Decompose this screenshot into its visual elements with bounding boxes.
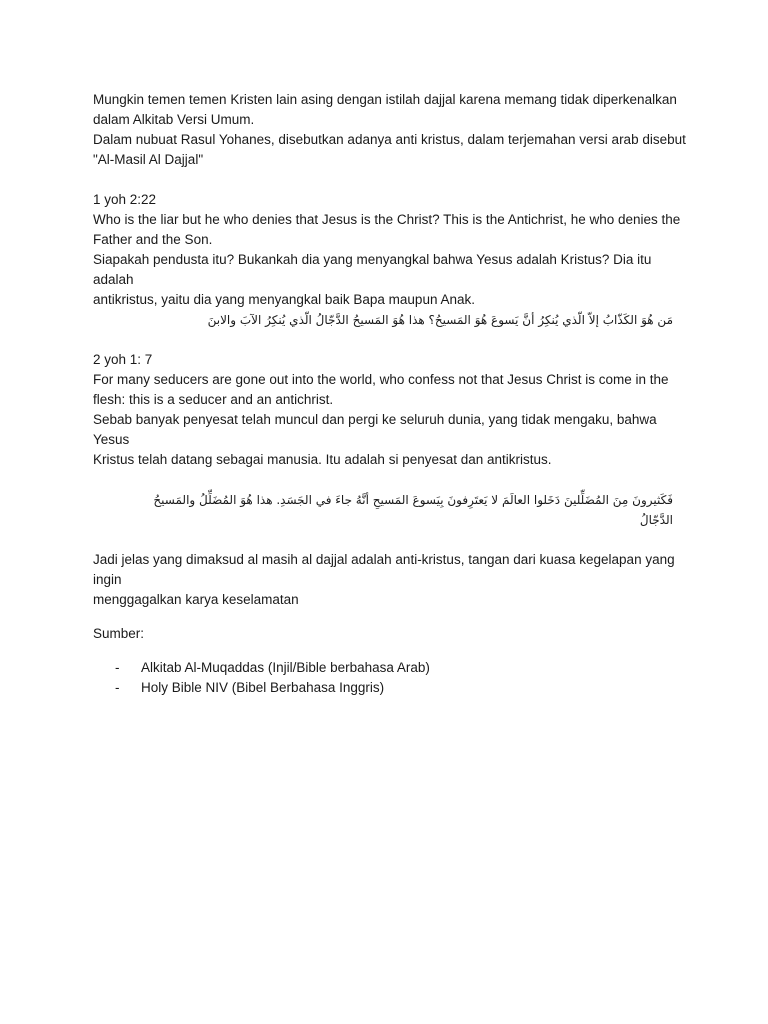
- sources-list: [93, 658, 693, 698]
- paragraph-gap: [93, 330, 693, 350]
- list-item: [93, 658, 693, 678]
- verse-indonesian: antikristus, yaitu dia yang menyangkal baik Bapa maupun Anak.: [93, 292, 475, 307]
- intro-line: Dalam nubuat Rasul Yohanes, disebutkan adanya anti kristus, dalam terjemahan versi arab disebut: [93, 132, 686, 147]
- verse-indonesian: Siapakah pendusta itu? Bukankah dia yang menyangkal bahwa Yesus adalah Kristus? Dia itu adalah: [93, 252, 652, 287]
- verse-arabic: مَن هُوَ الكَذّابُ إلاّ الّذي يُنكِرُ أنَّ يَسوعَ هُوَ المَسيحُ؟ هذا هُوَ المَسيحُ الدَّجّالُ الّذي يُنكِرُ الآبَ والابنَ: [207, 313, 673, 327]
- verse-reference: 2 yoh 1: 7: [93, 352, 153, 367]
- intro-line: Mungkin temen temen Kristen lain asing dengan istilah dajjal karena memang tidak diperkenalkan: [93, 92, 677, 107]
- verse-arabic: الدَّجّالُ: [639, 513, 673, 527]
- list-item: [93, 678, 693, 698]
- conclusion-line: menggagalkan karya keselamatan: [93, 592, 299, 607]
- list-bullet: -: [115, 680, 120, 695]
- paragraph-gap: [93, 170, 693, 190]
- paragraph-gap: [93, 530, 693, 550]
- sources-heading: Sumber:: [93, 626, 145, 641]
- paragraph-gap: [93, 470, 693, 490]
- intro-line: "Al-Masil Al Dajjal": [93, 152, 204, 167]
- verse-english: flesh: this is a seducer and an antichrist.: [93, 392, 334, 407]
- verse-arabic: فَكَثيرونَ مِنَ المُضَلِّلينَ دَخَلوا العالَمَ لا يَعتَرِفونَ بِيَسوعَ المَسيحِ أنَّهُ جاءَ في الجَسَدِ. هذا هُوَ المُضَلِّلُ والمَسيحُ: [153, 493, 673, 507]
- verse-indonesian: Sebab banyak penyesat telah muncul dan pergi ke seluruh dunia, yang tidak mengaku, bahwa Yesus: [93, 412, 657, 447]
- verse-english: For many seducers are gone out into the world, who confess not that Jesus Christ is come in the: [93, 372, 669, 387]
- verse-english: Who is the liar but he who denies that Jesus is the Christ? This is the Antichrist, he who denies the: [93, 212, 681, 227]
- list-item-text: Alkitab Al-Muqaddas (Injil/Bible berbahasa Arab): [141, 660, 430, 675]
- verse-english: Father and the Son.: [93, 232, 213, 247]
- intro-line: dalam Alkitab Versi Umum.: [93, 112, 255, 127]
- conclusion-line: Jadi jelas yang dimaksud al masih al dajjal adalah anti-kristus, tangan dari kuasa kegelapan yang ingin: [93, 552, 675, 587]
- list-item-text: Holy Bible NIV (Bibel Berbahasa Inggris): [141, 680, 385, 695]
- list-bullet: -: [115, 660, 120, 675]
- paragraph-gap: [93, 644, 693, 658]
- verse-indonesian: Kristus telah datang sebagai manusia. Itu adalah si penyesat dan antikristus.: [93, 452, 552, 467]
- document-body: [93, 90, 693, 698]
- verse-reference: 1 yoh 2:22: [93, 192, 157, 207]
- paragraph-gap: [93, 610, 693, 624]
